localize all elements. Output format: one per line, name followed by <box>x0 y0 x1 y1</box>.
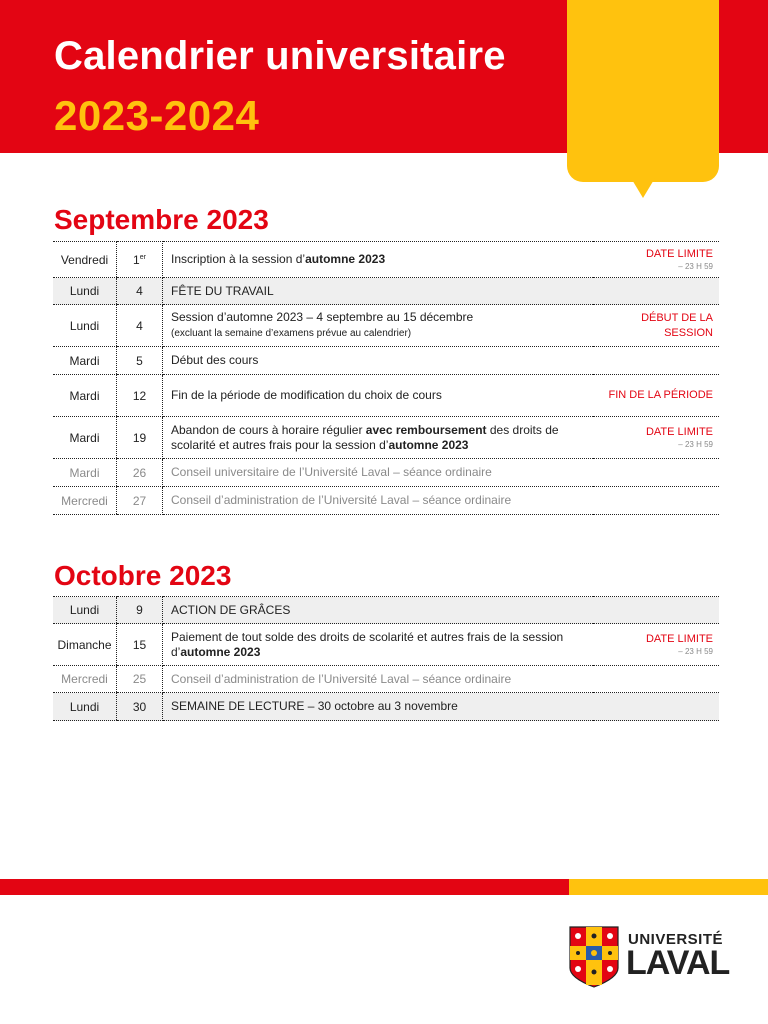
row-day: Mardi <box>53 347 117 375</box>
row-tag: DÉBUT DE LA SESSION <box>593 305 719 347</box>
speech-bubble-decoration <box>567 0 719 182</box>
row-day: Mercredi <box>53 666 117 693</box>
table-row <box>53 417 719 459</box>
row-day: Lundi <box>53 597 117 624</box>
table-row <box>53 347 719 375</box>
row-tag: DATE LIMITE – 23 H 59 <box>593 417 719 459</box>
row-day: Mardi <box>53 375 117 417</box>
row-description: Session d’automne 2023 – 4 septembre au 15 décembre (excluant la semaine d’examens prévue au calendrier) <box>163 305 594 347</box>
row-day: Vendredi <box>53 242 117 278</box>
row-day: Lundi <box>53 693 117 721</box>
table-row <box>53 278 719 305</box>
row-description: Paiement de tout solde des droits de scolarité et autres frais de la session d’automne 2023 <box>163 624 594 666</box>
row-date: 30 <box>117 693 163 721</box>
table-row <box>53 375 719 417</box>
footer-band-red <box>0 879 569 895</box>
section-title-septembre: Septembre 2023 <box>54 204 269 235</box>
table-row <box>53 459 719 487</box>
row-day: Mercredi <box>53 487 117 515</box>
row-description: SEMAINE DE LECTURE – 30 octobre au 3 novembre <box>163 693 594 721</box>
row-date: 9 <box>117 597 163 624</box>
page-title: Calendrier universitaire <box>54 34 506 78</box>
row-date: 12 <box>117 375 163 417</box>
row-date: 5 <box>117 347 163 375</box>
row-date: 1er <box>117 242 163 278</box>
row-description: Abandon de cours à horaire régulier avec remboursement des droits de scolarité et autres frais pour la session d’automne 2023 <box>163 417 594 459</box>
table-row <box>53 597 719 624</box>
row-description: Fin de la période de modification du choix de cours <box>163 375 594 417</box>
row-date: 26 <box>117 459 163 487</box>
row-date: 15 <box>117 624 163 666</box>
row-date: 25 <box>117 666 163 693</box>
row-day: Lundi <box>53 305 117 347</box>
row-tag: DATE LIMITE – 23 H 59 <box>593 624 719 666</box>
row-description: Inscription à la session d’automne 2023 <box>163 242 594 278</box>
calendar-table-septembre <box>53 241 719 515</box>
table-row <box>53 624 719 666</box>
table-row <box>53 242 719 278</box>
section-title-octobre: Octobre 2023 <box>54 560 232 591</box>
table-row <box>53 487 719 515</box>
table-row <box>53 693 719 721</box>
row-day: Mardi <box>53 417 117 459</box>
row-description: Conseil universitaire de l’Université Laval – séance ordinaire <box>163 459 594 487</box>
row-date: 4 <box>117 278 163 305</box>
row-day: Dimanche <box>53 624 117 666</box>
row-description: ACTION DE GRÂCES <box>163 597 594 624</box>
row-description: Conseil d’administration de l’Université Laval – séance ordinaire <box>163 487 594 515</box>
row-tag: DATE LIMITE – 23 H 59 <box>593 242 719 278</box>
logo-text-laval: LAVAL <box>626 944 730 982</box>
speech-bubble-tail <box>631 178 655 198</box>
table-row <box>53 305 719 347</box>
footer-band-yellow <box>569 879 768 895</box>
page-years: 2023-2024 <box>54 92 260 139</box>
row-date: 27 <box>117 487 163 515</box>
row-description: Conseil d’administration de l’Université Laval – séance ordinaire <box>163 666 594 693</box>
logo-text-universite: UNIVERSITÉ <box>628 931 724 948</box>
row-description: FÊTE DU TRAVAIL <box>163 278 594 305</box>
row-date: 19 <box>117 417 163 459</box>
row-tag: FIN DE LA PÉRIODE <box>593 375 719 417</box>
row-day: Mardi <box>53 459 117 487</box>
row-description: Début des cours <box>163 347 594 375</box>
calendar-table-octobre <box>53 596 719 721</box>
university-crest-icon <box>569 926 619 988</box>
table-row <box>53 666 719 693</box>
row-day: Lundi <box>53 278 117 305</box>
row-date: 4 <box>117 305 163 347</box>
